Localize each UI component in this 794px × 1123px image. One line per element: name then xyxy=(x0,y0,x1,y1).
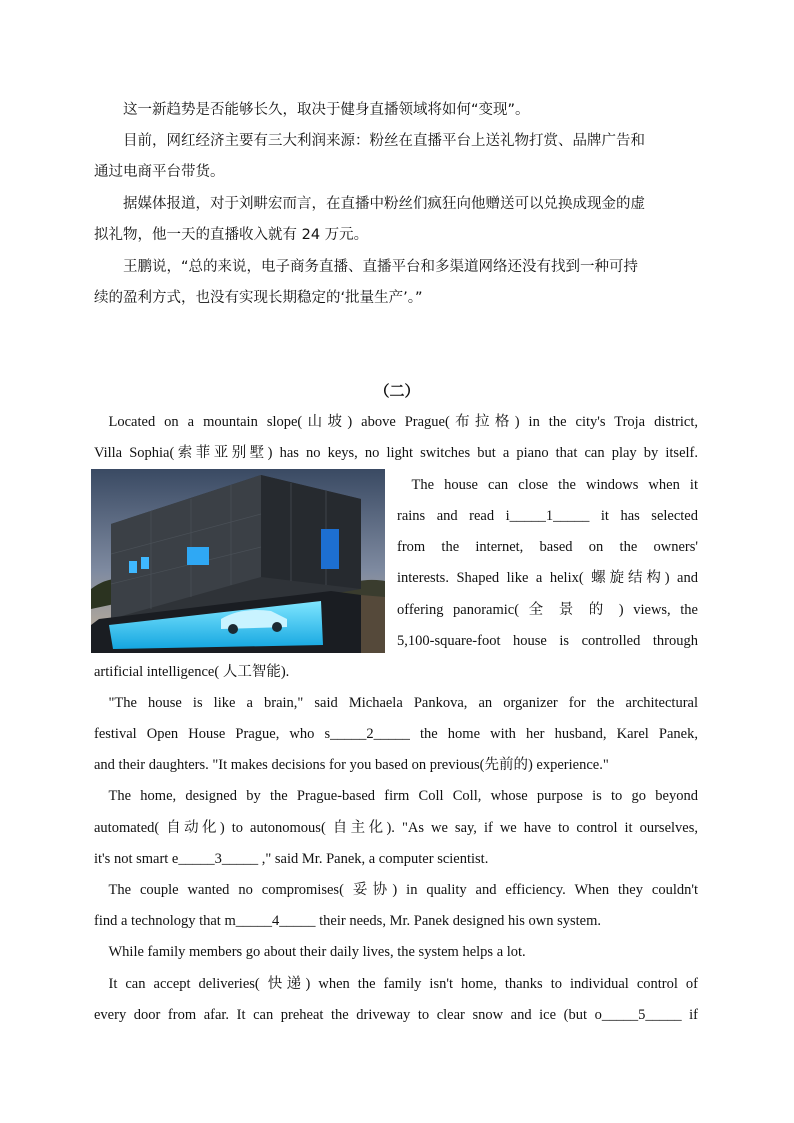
chinese-text-line-6: 王鹏说，“总的来说，电子商务直播、直播平台和多渠道网络还没有找到一种可持 xyxy=(94,259,639,275)
english-line-8: 5,100-square-foot house is controlled through xyxy=(397,633,698,649)
english-line-12: and their daughters. "It makes decisions for you based on previous(先前的) experience." xyxy=(94,757,609,773)
english-line-15: it's not smart e_____3_____ ," said Mr. Panek, a computer scientist. xyxy=(94,851,489,867)
english-line-11: festival Open House Prague, who s_____2_____ the home with her husband, Karel Panek, xyxy=(94,726,698,742)
english-line-20: every door from afar. It can preheat the driveway to clear snow and ice (but o_____5_____ if xyxy=(94,1007,698,1023)
english-line-18: While family members go about their daily lives, the system helps a lot. xyxy=(94,944,526,960)
chinese-text-line-3: 通过电商平台带货。 xyxy=(94,164,225,180)
chinese-text-line-5: 拟礼物，他一天的直播收入就有 24 万元。 xyxy=(94,227,369,243)
english-line-4: rains and read i_____1_____ it has selected xyxy=(397,508,698,524)
english-line-7: offering panoramic( 全 景 的 ) views, the xyxy=(397,602,698,618)
section-heading: （二） xyxy=(374,382,420,400)
english-line-1: Located on a mountain slope(山坡) above Prague(布拉格) in the city's Troja district, xyxy=(94,414,698,430)
villa-photo xyxy=(91,469,385,653)
english-line-13: The home, designed by the Prague-based firm Coll Coll, whose purpose is to go beyond xyxy=(94,788,698,804)
english-line-2: Villa Sophia(索菲亚别墅) has no keys, no light switches but a piano that can play by itself. xyxy=(94,445,698,461)
english-line-10: "The house is like a brain," said Michaela Pankova, an organizer for the architectural xyxy=(94,695,698,711)
english-line-16: The couple wanted no compromises( 妥协) in quality and efficiency. When they couldn't xyxy=(94,882,698,898)
chinese-text-line-4: 据媒体报道，对于刘畊宏而言，在直播中粉丝们疯狂向他赠送可以兑换成现金的虚 xyxy=(94,196,645,212)
chinese-text-line-2: 目前，网红经济主要有三大利润来源：粉丝在直播平台上送礼物打赏、品牌广告和 xyxy=(94,133,645,149)
english-line-17: find a technology that m_____4_____ their needs, Mr. Panek designed his own system. xyxy=(94,913,602,929)
english-line-9: artificial intelligence( 人工智能). xyxy=(94,664,290,680)
chinese-text-line-7: 续的盈利方式，也没有实现长期稳定的‘批量生产’。” xyxy=(94,290,423,306)
english-line-5: from the internet, based on the owners' xyxy=(397,539,698,555)
english-line-14: automated( 自动化) to autonomous( 自主化). "As we say, if we have to control it ourselves, xyxy=(94,820,698,836)
english-line-3: The house can close the windows when it xyxy=(397,477,698,493)
chinese-text-line-1: 这一新趋势是否能够长久，取决于健身直播领域将如何“变现”。 xyxy=(94,102,530,118)
english-line-6: interests. Shaped like a helix( 螺旋结构) and xyxy=(397,570,698,586)
english-line-19: It can accept deliveries( 快递) when the family isn't home, thanks to individual control of xyxy=(94,976,698,992)
